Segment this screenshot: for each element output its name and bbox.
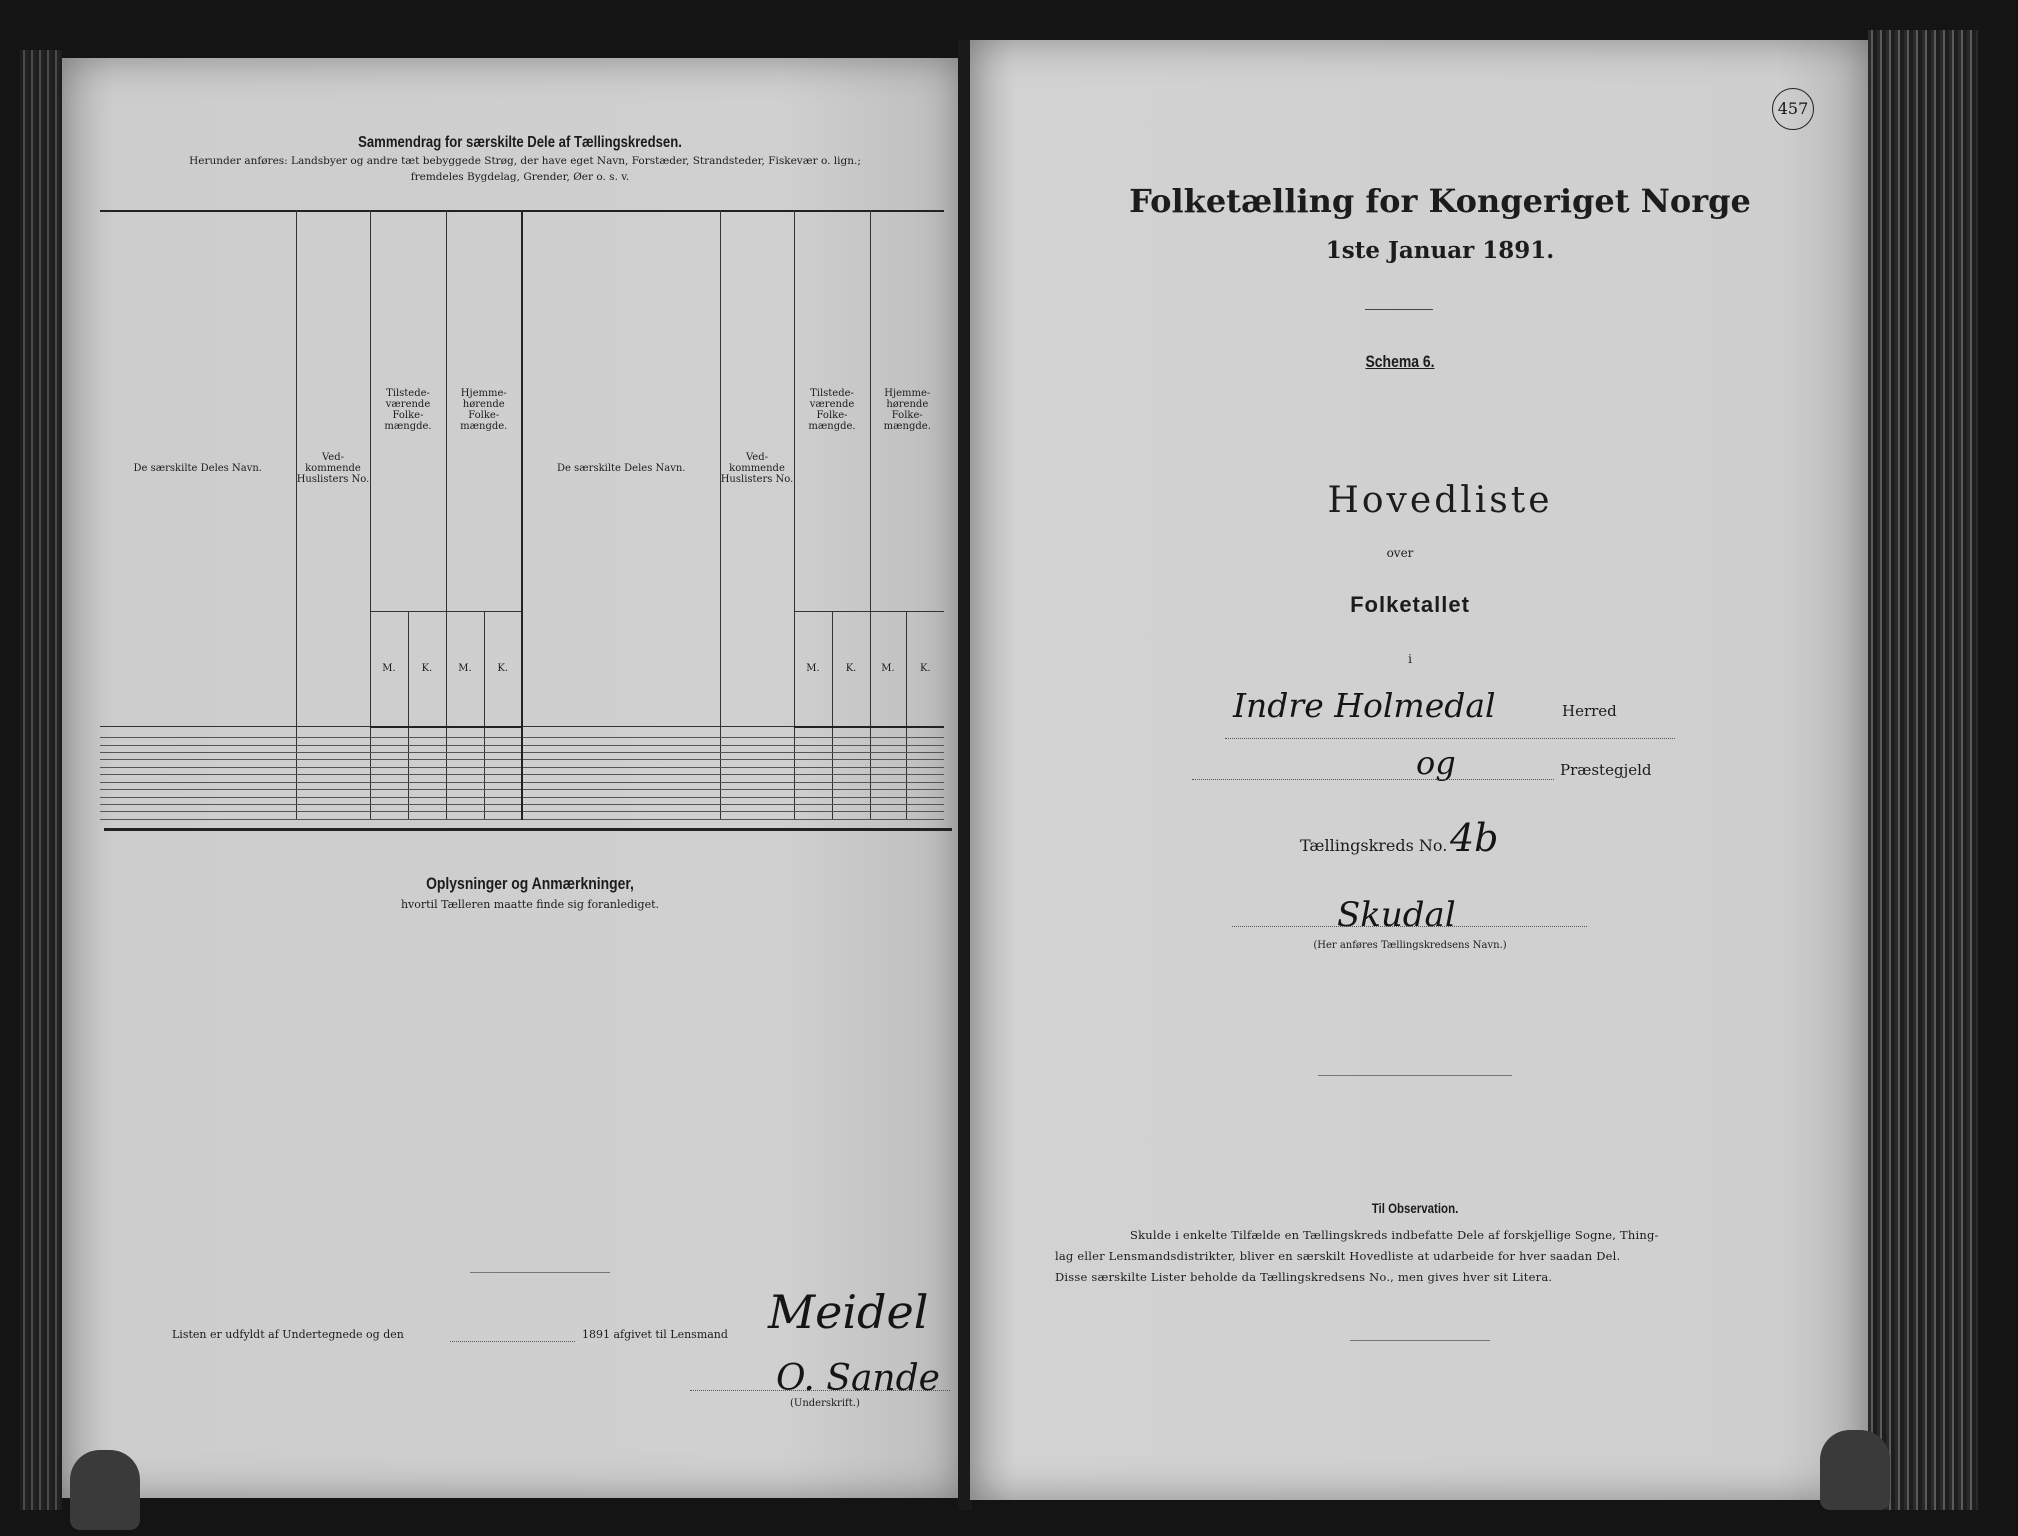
table-cell xyxy=(832,760,870,767)
table-cell xyxy=(296,745,370,752)
census-date: 1ste Januar 1891. xyxy=(1325,237,1555,264)
table-cell xyxy=(408,753,446,760)
table-cell xyxy=(720,760,794,767)
observation-line-2: lag eller Lensmandsdistrikter, bliver en særskilt Hovedliste at udarbeide for hver saadan Del. xyxy=(1055,1249,1621,1263)
table-cell xyxy=(446,812,484,820)
table-cell xyxy=(720,805,794,812)
table-cell xyxy=(100,738,296,745)
table-cell xyxy=(296,790,370,797)
table-cell xyxy=(446,745,484,752)
table-cell xyxy=(296,797,370,804)
table-cell xyxy=(720,738,794,745)
left-page-edges xyxy=(20,50,62,1510)
table-cell xyxy=(522,760,720,767)
table-cell xyxy=(484,727,522,738)
table-cell xyxy=(484,790,522,797)
table-cell xyxy=(100,745,296,752)
table-cell xyxy=(484,812,522,820)
table-cell xyxy=(408,767,446,774)
table-cell xyxy=(720,790,794,797)
table-cell xyxy=(484,767,522,774)
table-cell xyxy=(794,753,832,760)
table-cell xyxy=(720,782,794,789)
observation-line-1: Skulde i enkelte Tilfælde en Tællingskreds indbefatte Dele af forskjellige Sogne, Thing- xyxy=(1130,1228,1659,1242)
table-cell xyxy=(370,782,408,789)
table-cell xyxy=(720,812,794,820)
table-cell xyxy=(870,775,906,782)
table-cell xyxy=(296,727,370,738)
table-cell xyxy=(870,727,906,738)
table-cell xyxy=(832,782,870,789)
table-cell xyxy=(832,727,870,738)
table-cell xyxy=(906,738,944,745)
table-cell xyxy=(870,738,906,745)
kreds-label: Tællingskreds No. xyxy=(1300,836,1448,855)
i-label: i xyxy=(1408,652,1412,666)
table-cell xyxy=(720,753,794,760)
kreds-name-label: (Her anføres Tællingskredsens Navn.) xyxy=(1313,940,1507,951)
lensmand-name: Meidel xyxy=(768,1285,929,1339)
table-cell xyxy=(870,790,906,797)
table-cell xyxy=(832,812,870,820)
table-cell xyxy=(446,797,484,804)
table-body xyxy=(100,727,944,820)
summary-subtitle-1: Herunder anføres: Landsbyer og andre tæt bebyggede Strøg, der have eget Navn, Forstæder, Strandsteder, Fiskevær o. lign.; xyxy=(189,155,861,167)
table-cell xyxy=(446,805,484,812)
table-cell xyxy=(296,767,370,774)
table-cell xyxy=(870,805,906,812)
table-cell xyxy=(870,760,906,767)
table-cell xyxy=(794,727,832,738)
table-cell xyxy=(906,782,944,789)
table-cell xyxy=(522,727,720,738)
table-cell xyxy=(370,727,408,738)
table-cell xyxy=(370,753,408,760)
table-cell xyxy=(100,767,296,774)
table-row xyxy=(100,790,944,797)
table-cell xyxy=(408,727,446,738)
table-cell xyxy=(100,760,296,767)
signer-name: O. Sande xyxy=(776,1358,940,1399)
table-cell xyxy=(370,790,408,797)
table-cell xyxy=(408,738,446,745)
table-cell xyxy=(906,745,944,752)
table-cell xyxy=(446,790,484,797)
table-cell xyxy=(408,745,446,752)
table-cell xyxy=(832,753,870,760)
table-cell xyxy=(100,727,296,738)
col-header-name-2: De særskilte Deles Navn. xyxy=(522,210,720,727)
table-cell xyxy=(832,775,870,782)
table-cell xyxy=(522,805,720,812)
table-cell xyxy=(296,775,370,782)
mid-rule xyxy=(1318,1075,1512,1076)
summary-table xyxy=(100,210,944,820)
table-row xyxy=(100,753,944,760)
table-cell xyxy=(446,775,484,782)
table-cell xyxy=(794,738,832,745)
table-cell xyxy=(446,767,484,774)
col-k: K. xyxy=(484,611,522,726)
table-cell xyxy=(906,727,944,738)
table-cell xyxy=(794,805,832,812)
prestegjeld-line xyxy=(1192,779,1554,780)
signature-year-text: 1891 afgivet til Lensmand xyxy=(582,1328,728,1341)
table-cell xyxy=(408,797,446,804)
table-cell xyxy=(370,767,408,774)
table-cell xyxy=(720,727,794,738)
table-cell xyxy=(906,812,944,820)
kreds-name: Skudal xyxy=(1337,895,1456,935)
table-cell xyxy=(370,738,408,745)
left-thumb xyxy=(70,1450,140,1530)
table-row xyxy=(100,805,944,812)
table-cell xyxy=(484,745,522,752)
table-cell xyxy=(832,745,870,752)
table-cell xyxy=(906,790,944,797)
table-cell xyxy=(794,767,832,774)
table-cell xyxy=(794,797,832,804)
table-row xyxy=(100,782,944,789)
observation-title: Til Observation. xyxy=(1371,1200,1459,1216)
table-cell xyxy=(794,812,832,820)
table-cell xyxy=(484,775,522,782)
table-cell xyxy=(296,760,370,767)
summary-title: Sammendrag for særskilte Dele af Tællingskredsen. xyxy=(358,134,682,151)
page-number: 457 xyxy=(1772,88,1814,130)
table-row xyxy=(100,745,944,752)
table-cell xyxy=(720,767,794,774)
table-cell xyxy=(522,790,720,797)
hovedliste-title: Hovedliste xyxy=(1327,480,1553,521)
table-cell xyxy=(484,805,522,812)
right-thumb xyxy=(1820,1430,1890,1510)
col-header-name: De særskilte Deles Navn. xyxy=(100,210,296,727)
folketallet-label: Folketallet xyxy=(1350,592,1470,617)
table-cell xyxy=(832,805,870,812)
table-row xyxy=(100,767,944,774)
table-cell xyxy=(408,760,446,767)
col-header-tilstede: Tilstede-værende Folke-mængde. xyxy=(370,210,446,611)
prestegjeld-value: og xyxy=(1416,744,1456,782)
table-cell xyxy=(794,790,832,797)
table-cell xyxy=(370,745,408,752)
herred-value: Indre Holmedal xyxy=(1233,686,1496,725)
table-cell xyxy=(408,812,446,820)
table-cell xyxy=(522,812,720,820)
table-cell xyxy=(446,753,484,760)
table-cell xyxy=(906,767,944,774)
table-cell xyxy=(408,790,446,797)
table-cell xyxy=(522,775,720,782)
table-cell xyxy=(100,753,296,760)
table-cell xyxy=(870,745,906,752)
table-cell xyxy=(832,767,870,774)
table-row xyxy=(100,760,944,767)
table-cell xyxy=(484,797,522,804)
table-cell xyxy=(100,775,296,782)
table-cell xyxy=(906,760,944,767)
table-cell xyxy=(100,805,296,812)
footer-rule xyxy=(1350,1340,1490,1341)
col-k: K. xyxy=(832,611,870,726)
signature-prefix: Listen er udfyldt af Undertegnede og den xyxy=(172,1328,404,1341)
summary-subtitle-2: fremdeles Bygdelag, Grender, Øer o. s. v. xyxy=(410,171,630,183)
table-cell xyxy=(522,753,720,760)
signer-label: (Underskrift.) xyxy=(790,1398,860,1409)
table-cell xyxy=(100,782,296,789)
table-cell xyxy=(370,812,408,820)
table-cell xyxy=(446,782,484,789)
table-cell xyxy=(296,812,370,820)
table-cell xyxy=(296,782,370,789)
notes-title: Oplysninger og Anmærkninger, xyxy=(426,874,634,893)
table-row xyxy=(100,797,944,804)
main-title: Folketælling for Kongeriget Norge xyxy=(1129,182,1751,220)
table-cell xyxy=(522,738,720,745)
table-cell xyxy=(870,812,906,820)
table-cell xyxy=(446,760,484,767)
title-rule xyxy=(1365,309,1433,310)
right-page-edges xyxy=(1868,30,1978,1510)
table-cell xyxy=(446,727,484,738)
table-cell xyxy=(296,738,370,745)
table-cell xyxy=(720,797,794,804)
table-cell xyxy=(794,775,832,782)
table-cell xyxy=(484,760,522,767)
table-cell xyxy=(522,797,720,804)
table-cell xyxy=(522,745,720,752)
table-cell xyxy=(296,753,370,760)
col-m: M. xyxy=(370,611,408,726)
herred-line xyxy=(1225,738,1675,739)
table-cell xyxy=(794,782,832,789)
table-cell xyxy=(370,775,408,782)
table-cell xyxy=(100,812,296,820)
col-header-husliste: Ved-kommende Huslisters No. xyxy=(296,210,370,727)
table-cell xyxy=(370,805,408,812)
schema-label: Schema 6. xyxy=(1365,352,1435,371)
table-cell xyxy=(794,760,832,767)
table-cell xyxy=(100,790,296,797)
table-cell xyxy=(446,738,484,745)
signature-separator xyxy=(470,1272,610,1273)
table-cell xyxy=(408,782,446,789)
table-row xyxy=(100,727,944,738)
herred-label: Herred xyxy=(1562,702,1617,720)
col-m: M. xyxy=(794,611,832,726)
table-cell xyxy=(370,760,408,767)
table-row xyxy=(100,775,944,782)
over-label: over xyxy=(1386,546,1414,560)
col-header-tilstede-2: Tilstede-værende Folke-mængde. xyxy=(794,210,870,611)
table-cell xyxy=(870,753,906,760)
table-cell xyxy=(832,790,870,797)
table-row xyxy=(100,812,944,820)
col-header-hjemme-2: Hjemme-hørende Folke-mængde. xyxy=(870,210,944,611)
col-m: M. xyxy=(870,611,906,726)
table-cell xyxy=(832,797,870,804)
col-header-husliste-2: Ved-kommende Huslisters No. xyxy=(720,210,794,727)
table-cell xyxy=(484,738,522,745)
table-cell xyxy=(832,738,870,745)
notes-subtitle: hvortil Tælleren maatte finde sig foranlediget. xyxy=(400,898,660,911)
table-cell xyxy=(906,753,944,760)
table-cell xyxy=(484,782,522,789)
table-cell xyxy=(522,782,720,789)
table-cell xyxy=(100,797,296,804)
col-header-hjemme: Hjemme-hørende Folke-mængde. xyxy=(446,210,522,611)
col-k: K. xyxy=(408,611,446,726)
prestegjeld-label: Præstegjeld xyxy=(1560,761,1652,779)
observation-line-3: Disse særskilte Lister beholde da Tællingskredsens No., men gives hver sit Litera. xyxy=(1055,1270,1553,1284)
table-cell xyxy=(870,782,906,789)
table-bottom-rule xyxy=(104,828,952,831)
table-cell xyxy=(870,797,906,804)
table-cell xyxy=(870,767,906,774)
table-cell xyxy=(296,805,370,812)
table-cell xyxy=(370,797,408,804)
table-cell xyxy=(906,775,944,782)
table-cell xyxy=(522,767,720,774)
col-k: K. xyxy=(906,611,944,726)
table-cell xyxy=(484,753,522,760)
table-cell xyxy=(906,805,944,812)
table-cell xyxy=(906,797,944,804)
table-cell xyxy=(408,805,446,812)
table-cell xyxy=(794,745,832,752)
col-m: M. xyxy=(446,611,484,726)
date-blank xyxy=(450,1341,575,1342)
kreds-value: 4b xyxy=(1450,816,1499,860)
table-cell xyxy=(408,775,446,782)
table-cell xyxy=(720,745,794,752)
kreds-name-line xyxy=(1232,926,1587,927)
table-row xyxy=(100,738,944,745)
table-cell xyxy=(720,775,794,782)
